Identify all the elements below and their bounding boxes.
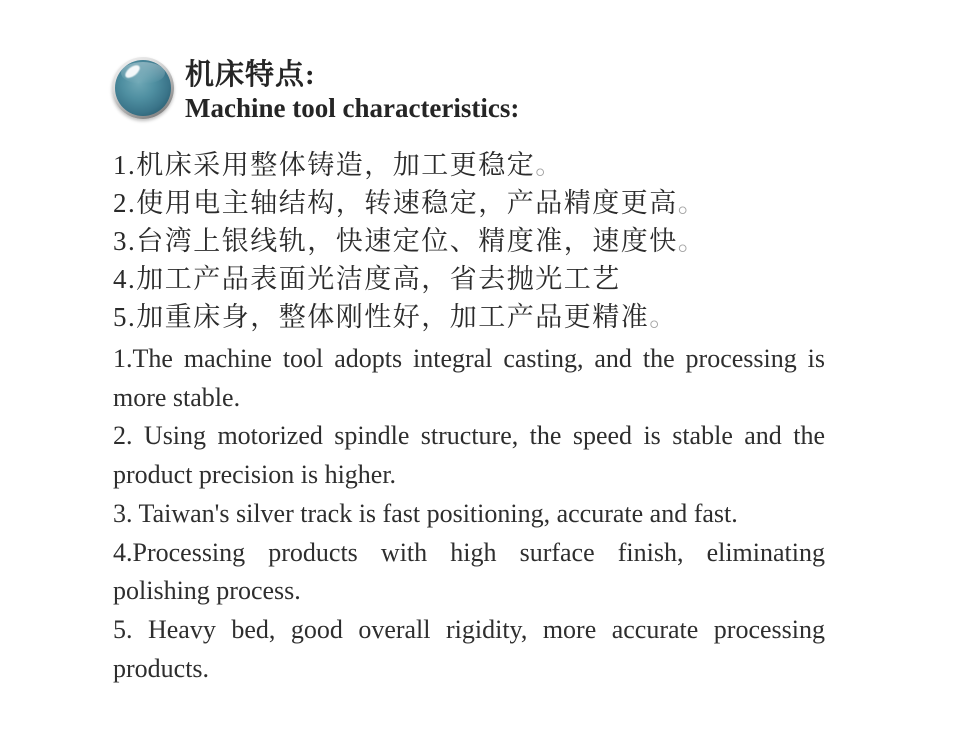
- feature-item-en: 1.The machine tool adopts integral casting, and the processing is more stable.: [113, 344, 825, 412]
- feature-item-en: 3. Taiwan's silver track is fast positioning, accurate and fast.: [113, 498, 738, 528]
- feature-item-en: 4.Processing products with high surface finish, eliminating polishing process.: [113, 537, 825, 606]
- feature-item-zh: [113, 298, 853, 336]
- feature-item-en: 2. Using motorized spindle structure, the speed is stable and the product precision is higher.: [113, 421, 825, 490]
- section-title-chinese: 机床特点:: [185, 59, 316, 91]
- feature-text-zh: 2.使用电主轴结构，转速稳定，产品精度更高: [113, 188, 678, 218]
- feature-item-zh: [113, 260, 853, 298]
- feature-item-zh: [113, 184, 853, 222]
- sphere-core: [115, 60, 171, 116]
- feature-item-zh: [113, 146, 853, 184]
- feature-text-zh: 4.加工产品表面光洁度高，省去抛光工艺: [113, 264, 621, 294]
- feature-period: 。: [535, 150, 563, 180]
- feature-item-zh: [113, 222, 853, 260]
- feature-text-zh: 1.机床采用整体铸造，加工更稳定: [113, 150, 536, 180]
- feature-text-zh: 3.台湾上银线轨，快速定位、精度准，速度快: [113, 226, 678, 256]
- header-titles: [185, 57, 519, 125]
- feature-period: 。: [649, 302, 677, 332]
- feature-item-en: 5. Heavy bed, good overall rigidity, more accurate processing products.: [113, 614, 825, 683]
- section-header: [112, 57, 519, 125]
- feature-period: 。: [677, 188, 705, 218]
- feature-list-chinese: [113, 146, 853, 336]
- sphere-bullet-icon: [112, 57, 174, 119]
- feature-list-english: [113, 340, 825, 688]
- section-title-english: Machine tool characteristics:: [185, 93, 520, 123]
- feature-period: 。: [677, 226, 705, 256]
- feature-text-zh: 5.加重床身，整体刚性好，加工产品更精准: [113, 302, 650, 332]
